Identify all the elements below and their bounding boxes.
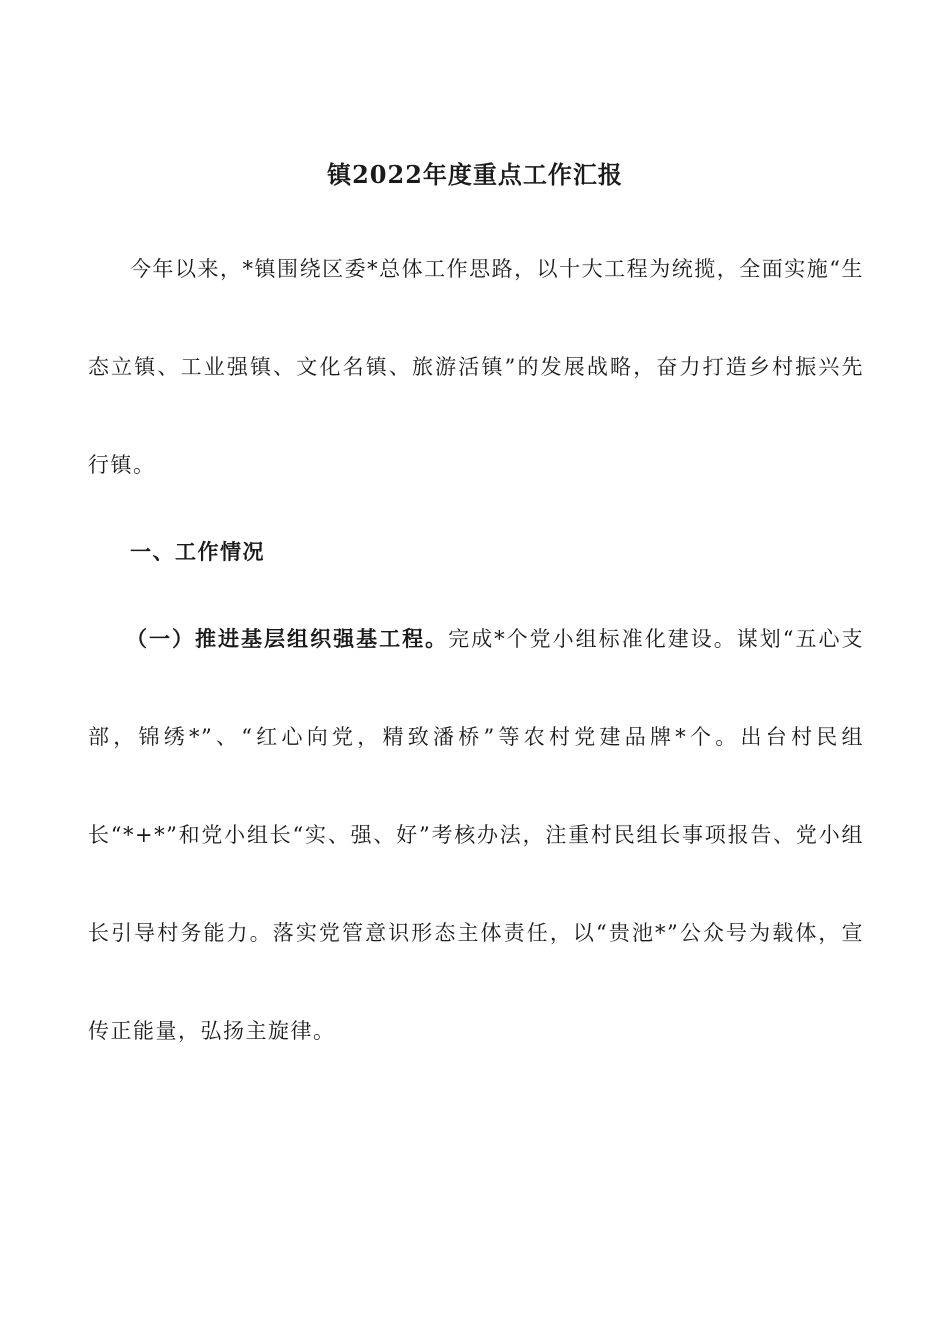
subsection-body: 完成*个党小组标准化建设。谋划“五心支部，锦绣*”、“红心向党，精致潘桥”等农村党建品牌*个。出台村民组长“*+*”和党小组长“实、强、好”考核办法，注重村民组长事项报告、党小组长引导村务能力。落实党管意识形态主体责任，以“贵池*”公众号为载体，宣传正能量，弘扬主旋律。	[88, 627, 865, 1043]
document-title: 镇2022年度重点工作汇报	[327, 160, 623, 189]
subsection-paragraph	[88, 590, 864, 1080]
section-heading: 一、工作情况	[130, 539, 265, 564]
intro-paragraph: 今年以来，*镇围绕区委*总体工作思路，以十大工程为统揽，全面实施“生态立镇、工业强镇、文化名镇、旅游活镇”的发展战略，奋力打造乡村振兴先行镇。	[88, 257, 864, 477]
subsection-lead: （一）推进基层组织强基工程。	[126, 626, 449, 651]
